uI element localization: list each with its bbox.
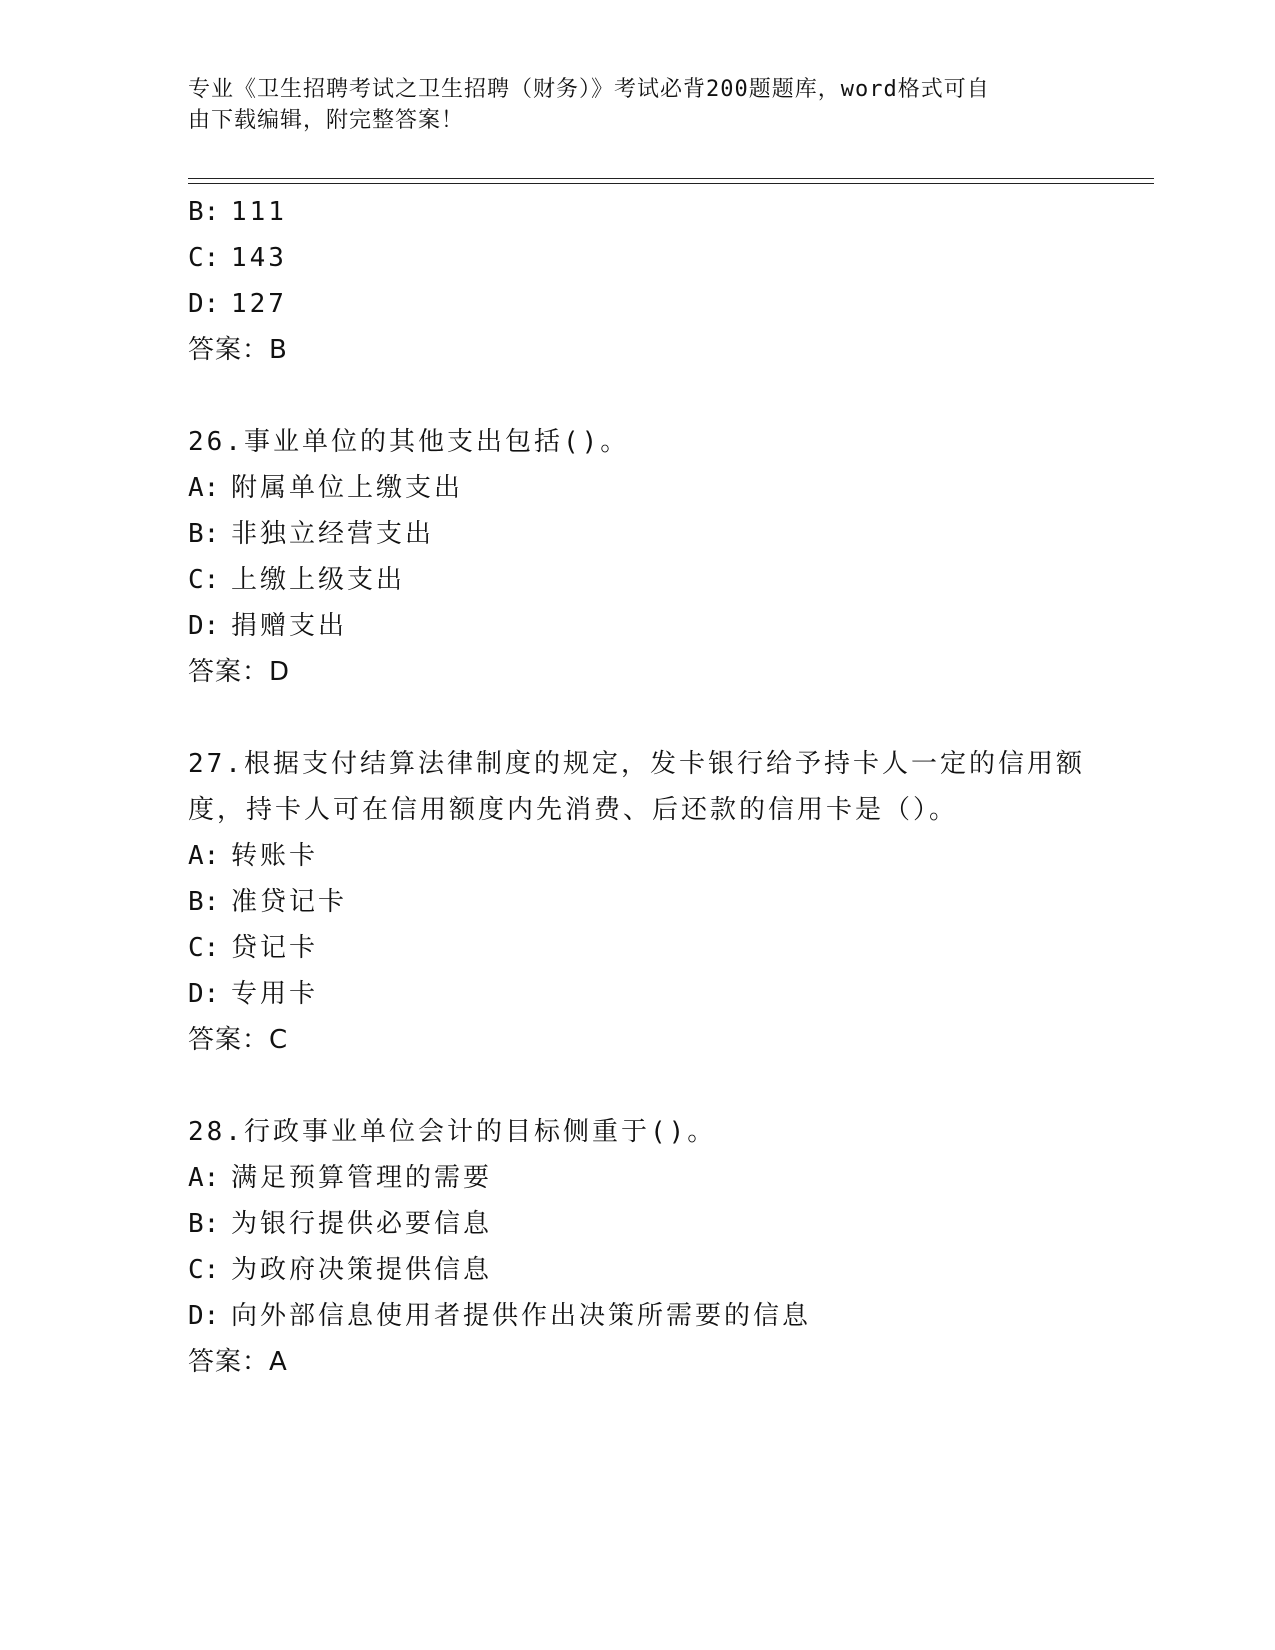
- option-text: 为银行提供必要信息: [231, 1209, 493, 1239]
- header-line-2: 由下载编辑，附完整答案！: [188, 108, 465, 133]
- option-text: 专用卡: [231, 979, 319, 1009]
- answer: 答案：B: [188, 335, 288, 365]
- question-26: [188, 419, 1128, 695]
- option-b: [188, 1201, 1128, 1247]
- question-stem-line-1: 27.根据支付结算法律制度的规定，发卡银行给予持卡人一定的信用额: [188, 749, 1085, 779]
- option-label: D:: [188, 611, 220, 641]
- option-d: [188, 603, 1128, 649]
- option-label: D:: [188, 979, 220, 1009]
- option-text: 向外部信息使用者提供作出决策所需要的信息: [231, 1301, 812, 1331]
- header-line-1: 专业《卫生招聘考试之卫生招聘（财务）》考试必背200题题库，word格式可自: [188, 77, 990, 102]
- option-label: A:: [188, 1163, 220, 1193]
- question-25-continued: [188, 189, 1128, 373]
- option-b: [188, 879, 1128, 925]
- option-text: 143: [231, 243, 287, 273]
- option-text: 111: [231, 197, 287, 227]
- option-label: B:: [188, 1209, 220, 1239]
- option-label: C:: [188, 565, 220, 595]
- answer: 答案：D: [188, 657, 291, 687]
- question-stem: 28.行政事业单位会计的目标侧重于()。: [188, 1117, 717, 1147]
- option-label: C:: [188, 933, 220, 963]
- header-divider-bottom: [188, 183, 1154, 184]
- option-b: [188, 189, 1128, 235]
- header-divider-top: [188, 178, 1154, 179]
- option-label: A:: [188, 473, 220, 503]
- option-d: [188, 971, 1128, 1017]
- option-text: 为政府决策提供信息: [231, 1255, 493, 1285]
- option-c: [188, 925, 1128, 971]
- option-d: [188, 281, 1128, 327]
- question-list: [188, 189, 1128, 1385]
- option-text: 贷记卡: [231, 933, 319, 963]
- option-text: 满足预算管理的需要: [231, 1163, 493, 1193]
- option-label: D:: [188, 1301, 220, 1331]
- option-a: [188, 465, 1128, 511]
- option-label: B:: [188, 887, 220, 917]
- option-text: 127: [231, 289, 287, 319]
- option-text: 准贷记卡: [231, 887, 348, 917]
- option-text: 转账卡: [231, 841, 319, 871]
- option-c: [188, 235, 1128, 281]
- document-header: [188, 74, 1068, 136]
- option-a: [188, 1155, 1128, 1201]
- option-label: B:: [188, 197, 220, 227]
- option-text: 捐赠支出: [231, 611, 348, 641]
- option-label: C:: [188, 1255, 220, 1285]
- option-d: [188, 1293, 1128, 1339]
- option-label: D:: [188, 289, 220, 319]
- question-28: [188, 1109, 1128, 1385]
- option-c: [188, 557, 1128, 603]
- question-stem: 26.事业单位的其他支出包括()。: [188, 427, 630, 457]
- option-label: A:: [188, 841, 220, 871]
- answer: 答案：A: [188, 1347, 288, 1377]
- answer: 答案：C: [188, 1025, 289, 1055]
- option-label: C:: [188, 243, 220, 273]
- option-text: 上缴上级支出: [231, 565, 406, 595]
- question-27: [188, 741, 1128, 1063]
- option-a: [188, 833, 1128, 879]
- option-c: [188, 1247, 1128, 1293]
- question-stem-line-2: 度，持卡人可在信用额度内先消费、后还款的信用卡是（）。: [188, 795, 959, 825]
- option-b: [188, 511, 1128, 557]
- option-label: B:: [188, 519, 220, 549]
- option-text: 非独立经营支出: [231, 519, 435, 549]
- option-text: 附属单位上缴支出: [231, 473, 464, 503]
